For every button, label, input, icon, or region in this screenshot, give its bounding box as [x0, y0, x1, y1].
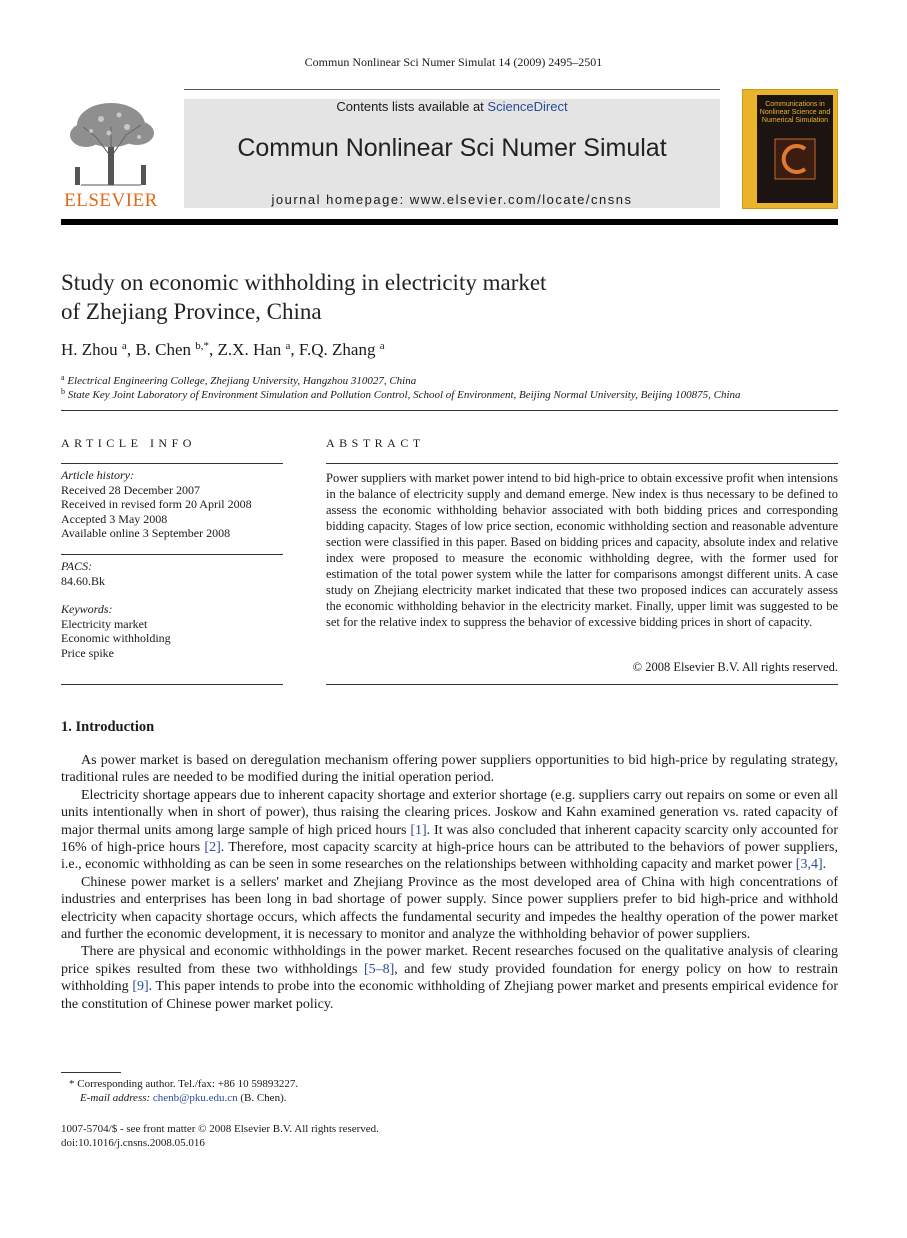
affiliation-text: Electrical Engineering College, Zhejiang University, Hangzhou 310027, China — [67, 375, 417, 387]
reference-link[interactable]: [1] — [410, 822, 427, 838]
abstract-bottom-rule — [326, 684, 838, 685]
paragraph-text: There are physical and economic withholdings in the power market. Recent researches focused on the qualitative analysis of clearing price spikes resulted from these two withholdings — [61, 944, 838, 977]
introduction-body — [61, 752, 838, 1013]
keywords-block — [61, 602, 283, 660]
email-note — [80, 1092, 680, 1104]
section-heading-introduction: 1. Introduction — [61, 719, 155, 735]
author-affil-marker[interactable]: a — [379, 340, 385, 352]
abstract-text: Power suppliers with market power intend to bid high-price to obtain excessive profit when intensions in the balance of electricity supply and demand emerge. New index is thus necessary to be defined to assess the economic withholding behavior associated with both bidding prices and corresponding bidding capacity. Stages of low price section, economic withholding section and reasonable adventure section were classified in this paper. Based on bidding prices and capacity, absolute index and relative index were proposed to measure the economic withholding degree, with the former used for estimation of the total power system while the latter for comparisons amongst different units. A case study on Zhejiang electricity market indicated that these two proposed indices can accurately assess the economic withholding behavior in the electricity market. Finally, upper limit was suggested to be set for the relative index to suppress the behavior of excessive bidding prices in short of capacity. — [326, 471, 838, 629]
paragraph — [61, 943, 838, 1013]
paragraph — [61, 787, 838, 874]
affiliation-rule — [61, 410, 838, 411]
pacs-block — [61, 559, 283, 588]
article-history — [61, 468, 283, 541]
author-list: H. Zhou $^a$, B. Chen $^{b,*}$, Z.X. Han $^a$, F.Q. Zhang $^a$ — [61, 340, 385, 359]
affiliation-marker: b — [61, 387, 65, 396]
reference-link[interactable]: [5–8] — [363, 961, 395, 977]
abstract-rule — [326, 463, 838, 464]
reference-link[interactable]: [9] — [132, 979, 149, 995]
contents-prefix: Contents lists available at — [336, 99, 488, 114]
corresponding-author-note: * Corresponding author. Tel./fax: +86 10 59893227. — [69, 1078, 299, 1090]
author-affil-marker[interactable]: a — [121, 340, 127, 352]
cover-title: Communications in Nonlinear Science and Numerical Simulation — [759, 101, 831, 124]
author-affil-marker[interactable]: b,* — [195, 340, 210, 352]
email-label: E-mail address: — [80, 1092, 153, 1104]
sciencedirect-link[interactable]: ScienceDirect — [487, 99, 568, 114]
affiliation-a — [61, 373, 838, 387]
history-item: Received in revised form 20 April 2008 — [61, 497, 252, 511]
keywords-label: Keywords: — [61, 602, 113, 616]
doi-line[interactable]: doi:10.1016/j.cnsns.2008.05.016 — [61, 1137, 205, 1149]
keyword: Economic withholding — [61, 631, 171, 645]
paragraph: As power market is based on deregulation mechanism offering power suppliers opportunities to bid high-price by regulating strategy, traditional rules are needed to be modified during the initial operation period. — [61, 753, 838, 786]
journal-name: Commun Nonlinear Sci Numer Simulat — [237, 134, 667, 162]
paragraph-text: Electricity shortage appears due to inherent capacity shortage and exterior shortage (e.g. suppliers carry out repairs on some or even all units intentionally when in short of power), thus raising the clearing prices. Joskow and Kahn examined generation vs. rated capacity of major thermal units among large sample of high priced hours — [61, 787, 838, 838]
title-line-1: Study on economic withholding in electricity market — [61, 270, 547, 295]
header-top-rule — [184, 89, 720, 90]
keyword: Price spike — [61, 645, 114, 660]
journal-cover-thumbnail — [742, 89, 838, 209]
email-link[interactable]: chenb@pku.edu.cn — [152, 1092, 238, 1104]
affiliation-marker: a — [61, 373, 65, 382]
affiliation-b — [61, 387, 838, 401]
header-thick-rule — [61, 219, 838, 225]
journal-homepage[interactable]: journal homepage: www.elsevier.com/locate/cnsns — [271, 192, 633, 207]
author-name: Z.X. Han — [217, 340, 282, 359]
paragraph-text: . It was also concluded that inherent capacity scarcity only accounted for 16% of high-price hours — [61, 822, 838, 856]
pacs-rule — [61, 554, 283, 555]
article-title — [61, 268, 821, 326]
cover-panel — [757, 95, 833, 203]
footnote-rule — [61, 1072, 121, 1073]
cover-art-icon — [773, 137, 817, 181]
history-item: Received 28 December 2007 — [61, 482, 200, 497]
history-label: Article history: — [61, 468, 134, 482]
author-affil-marker[interactable]: a — [285, 340, 291, 352]
abstract-heading: ABSTRACT — [326, 436, 425, 450]
elsevier-wordmark: ELSEVIER — [64, 190, 158, 211]
history-item: Available online 3 September 2008 — [61, 526, 231, 540]
pacs-label: PACS: — [61, 559, 93, 573]
reference-link[interactable]: [3,4] — [795, 857, 823, 873]
affiliation-text: State Key Joint Laboratory of Environment Simulation and Pollution Control, School of Environment, Beijing Normal University, Beijing 100875, China — [67, 389, 741, 401]
author-name: H. Zhou — [61, 340, 118, 359]
author-name: F.Q. Zhang — [298, 340, 376, 359]
article-info-bottom-rule — [61, 684, 283, 685]
pacs-code: 84.60.Bk — [61, 573, 106, 588]
journal-citation: Commun Nonlinear Sci Numer Simulat 14 (2009) 2495–2501 — [304, 55, 603, 69]
history-item: Accepted 3 May 2008 — [61, 511, 168, 526]
paragraph-text: . Therefore, most capacity scarcity at high-price hours can be attributed to the behaviors of power suppliers, i.e., economic withholding as can be seen in some researches on the relationships between withholding capacity and market power — [61, 840, 839, 873]
author-name: B. Chen — [135, 340, 192, 359]
email-suffix: (B. Chen). — [237, 1092, 287, 1104]
title-line-2: of Zhejiang Province, China — [61, 299, 322, 324]
paragraph: Chinese power market is a sellers' market and Zhejiang Province as the most developed area of China with high concentrations of industries and enterprises has been long in bad shortage of power supply. Since power suppliers prefer to bid high-price and withhold electricity when capacity shortage occurs, which affects the fundamental security and impedes the healthy operation of the power market and further the economic development, it is necessary to monitor and analyze the withholding behavior of power suppliers. — [61, 874, 838, 943]
reference-link[interactable]: [2] — [204, 840, 221, 856]
issn-line: 1007-5704/$ - see front matter © 2008 Elsevier B.V. All rights reserved. — [61, 1123, 379, 1135]
abstract-copyright: © 2008 Elsevier B.V. All rights reserved. — [632, 660, 838, 674]
keyword: Electricity market — [61, 616, 148, 631]
article-info-heading: ARTICLE INFO — [61, 436, 196, 450]
paragraph-text: . — [822, 857, 827, 873]
paragraph-text: , and few study provided foundation for energy policy on how to restrain withholding — [61, 961, 838, 995]
contents-available-line — [184, 99, 720, 114]
article-info-rule — [61, 463, 283, 464]
paragraph-text: . This paper intends to probe into the economic withholding of Zhejiang power market and presents empirical evidence for the constitution of Chinese power market policy. — [61, 979, 838, 1012]
